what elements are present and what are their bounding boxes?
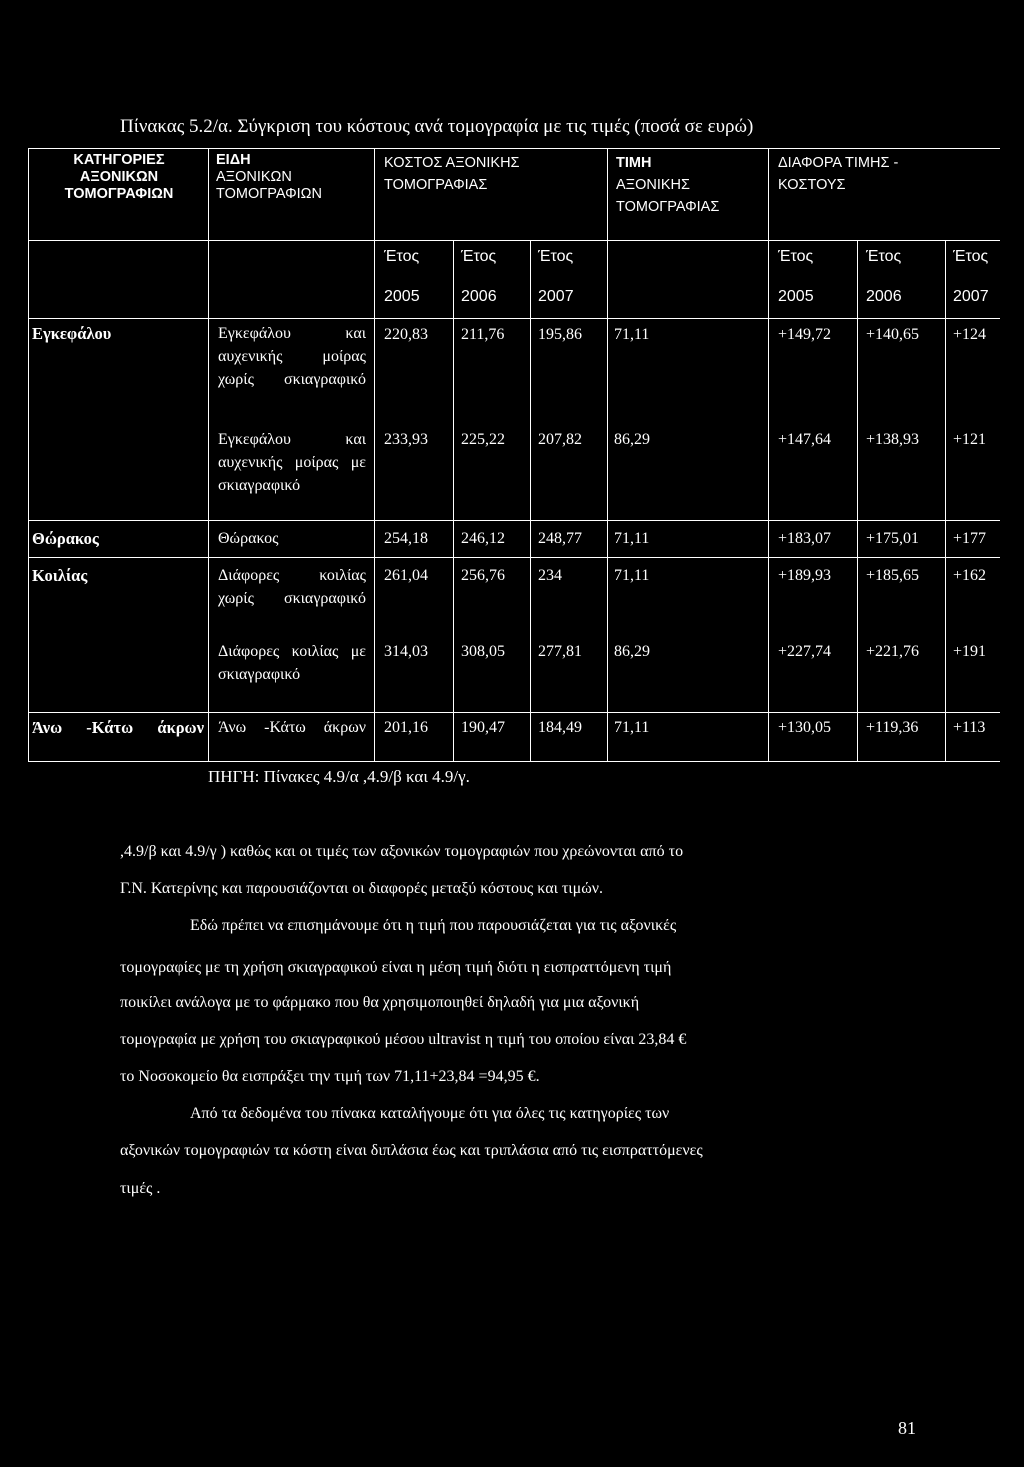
cost-cell: 225,22 [461, 431, 505, 448]
paragraph-line: Εδώ πρέπει να επισημάνουμε ότι η τιμή που παρουσιάζεται για τις αξονικές [190, 917, 677, 934]
diff-year-partial: 2007 [953, 288, 989, 305]
row-divider-abdomen [28, 712, 1000, 713]
paragraph-line: Γ.Ν. Κατερίνης και παρουσιάζονται οι διαφορές μεταξύ κόστους και τιμών. [120, 880, 603, 897]
type-cell: Διάφορες κοιλίας χωρίς σκιαγραφικό [218, 567, 366, 607]
row-divider-brain [28, 520, 1000, 521]
cost-cell: 277,81 [538, 643, 582, 660]
header-types-line: ΑΞΟΝΙΚΩΝ [216, 169, 292, 185]
type-cell: Εγκεφάλου και αυχενικής μοίρας με σκιαγραφικό [218, 431, 366, 494]
type-cell: Άνω -Κάτω άκρων [218, 719, 366, 736]
cost-cell: 254,18 [384, 530, 428, 547]
col-border-4 [768, 148, 769, 761]
price-cell: 86,29 [614, 431, 650, 448]
diff-cell: +130,05 [778, 719, 832, 736]
diff-cell-partial: +177 [953, 530, 987, 547]
cost-cell: 248,77 [538, 530, 582, 547]
paragraph-line: ,4.9/β και 4.9/γ ) καθώς και οι τιμές των αξονικών τομογραφιών που χρεώνονται από το [120, 843, 684, 860]
price-cell: 71,11 [614, 567, 650, 584]
table-source: ΠΗΓΗ: Πίνακες 4.9/α ,4.9/β και 4.9/γ. [208, 767, 470, 786]
cost-cell: 195,86 [538, 326, 582, 343]
diff-year-label: Έτος [778, 248, 814, 265]
header-price-line: ΤΟΜΟΓΡΑΦΙΑΣ [616, 199, 720, 215]
row-divider-chest [28, 557, 1000, 558]
cost-year: 2005 [384, 288, 420, 305]
diff-year: 2006 [866, 288, 902, 305]
header-price-line: ΤΙΜΗ [616, 155, 652, 171]
diff-cell-partial: +121 [953, 431, 987, 448]
col-border-1 [208, 148, 209, 761]
diff-year-label: Έτος [866, 248, 902, 265]
price-cell: 86,29 [614, 643, 650, 660]
paragraph-line: τομογραφία με χρήση του σκιαγραφικού μέσου ultravist η τιμή του οποίου είναι 23,84 € [120, 1031, 687, 1048]
type-cell: Θώρακος [218, 530, 279, 547]
diff-cell: +189,93 [778, 567, 832, 584]
header-diff-line: ΚΟΣΤΟΥΣ [778, 177, 846, 193]
paragraph-line: Από τα δεδομένα του πίνακα καταλήγουμε ότι για όλες τις κατηγορίες των [190, 1105, 670, 1122]
diff-cell: +138,93 [866, 431, 920, 448]
header-types-line: ΤΟΜΟΓΡΑΦΙΩΝ [216, 186, 322, 202]
type-cell: Διάφορες κοιλίας με σκιαγραφικό [218, 643, 366, 683]
type-cell: Εγκεφάλου και αυχενικής μοίρας χωρίς σκιαγραφικό [218, 325, 366, 388]
diff-cell: +221,76 [866, 643, 920, 660]
diff-cell: +185,65 [866, 567, 920, 584]
category-cell: Θώρακος [32, 529, 99, 548]
cost-cell: 233,93 [384, 431, 428, 448]
cost-cell: 308,05 [461, 643, 505, 660]
diff-cell: +119,36 [866, 719, 919, 736]
col-border-3 [607, 148, 608, 761]
header-price-line: ΑΞΟΝΙΚΗΣ [616, 177, 690, 193]
cost-cell: 211,76 [461, 326, 505, 343]
cost-cell: 256,76 [461, 567, 505, 584]
cost-cell: 184,49 [538, 719, 582, 736]
cost-cell: 201,16 [384, 719, 428, 736]
cost-year-label: Έτος [384, 248, 420, 265]
header-diff [778, 152, 998, 196]
paragraph-line: ποικίλει ανάλογα με το φάρμακο που θα χρησιμοποιηθεί δηλαδή για μια αξονική [120, 994, 640, 1011]
diff-cell: +227,74 [778, 643, 832, 660]
cost-year: 2006 [461, 288, 497, 305]
cost-cell: 190,47 [461, 719, 505, 736]
header-divider [28, 240, 1000, 241]
price-cell: 71,11 [614, 326, 650, 343]
category-cell: Άνω -Κάτω άκρων [32, 718, 204, 737]
diff-cell-partial: +162 [953, 567, 987, 584]
diff-cell: +147,64 [778, 431, 832, 448]
col-border-cost-2 [530, 240, 531, 761]
category-cell: Εγκεφάλου [32, 324, 112, 343]
header-diff-line: ΔΙΑΦΟΡΑ ΤΙΜΗΣ - [778, 155, 899, 171]
years-divider [28, 318, 1000, 319]
cost-year-label: Έτος [461, 248, 497, 265]
col-border-cost-1 [453, 240, 454, 761]
cost-cell: 234 [538, 567, 562, 584]
diff-cell-partial: +113 [953, 719, 986, 736]
page-number: 81 [898, 1418, 916, 1438]
header-cost [384, 152, 604, 196]
cost-cell: 261,04 [384, 567, 428, 584]
paragraph-line: τομογραφίες με τη χρήση σκιαγραφικού είναι η μέση τιμή διότι η εισπραττόμενη τιμή [120, 959, 672, 976]
table-caption: Πίνακας 5.2/α. Σύγκριση του κόστους ανά τομογραφία με τις τιμές (ποσά σε ευρώ) [120, 116, 754, 137]
col-border-2 [374, 148, 375, 761]
table-bottom-border [28, 761, 1000, 762]
diff-cell-partial: +191 [953, 643, 987, 660]
paragraph-line: το Νοσοκομείο θα εισπράξει την τιμή των 71,11+23,84 =94,95 €. [120, 1068, 540, 1085]
diff-cell: +140,65 [866, 326, 920, 343]
diff-cell-partial: +124 [953, 326, 987, 343]
cost-cell: 314,03 [384, 643, 428, 660]
cost-cell: 207,82 [538, 431, 582, 448]
col-border-left [28, 148, 29, 761]
header-cost-line: ΤΟΜΟΓΡΑΦΙΑΣ [384, 177, 488, 193]
table-top-border [28, 148, 1000, 149]
price-cell: 71,11 [614, 719, 650, 736]
diff-cell: +149,72 [778, 326, 832, 343]
header-categories [30, 152, 208, 203]
diff-cell: +175,01 [866, 530, 920, 547]
header-types-line: ΕΙΔΗ [216, 152, 251, 168]
header-categories-line: ΤΟΜΟΓΡΑΦΙΩΝ [64, 186, 174, 202]
header-types [216, 152, 374, 203]
header-categories-line: ΑΞΟΝΙΚΩΝ [79, 169, 159, 185]
col-border-diff-1 [857, 240, 858, 761]
diff-year-label-partial: Έτος [953, 248, 989, 265]
header-cost-line: ΚΟΣΤΟΣ ΑΞΟΝΙΚΗΣ [384, 155, 520, 171]
cost-cell: 220,83 [384, 326, 428, 343]
col-border-diff-2 [945, 240, 946, 761]
cost-cell: 246,12 [461, 530, 505, 547]
diff-cell: +183,07 [778, 530, 832, 547]
header-price [616, 152, 766, 218]
paragraph-line: τιμές . [120, 1180, 161, 1197]
category-cell: Κοιλίας [32, 566, 88, 585]
paragraph-line: αξονικών τομογραφιών τα κόστη είναι διπλάσια έως και τριπλάσια από τις εισπραττόμενες [120, 1142, 703, 1159]
header-categories-line: ΚΑΤΗΓΟΡΙΕΣ [73, 152, 165, 168]
diff-year: 2005 [778, 288, 814, 305]
price-cell: 71,11 [614, 530, 650, 547]
cost-year: 2007 [538, 288, 574, 305]
cost-year-label: Έτος [538, 248, 574, 265]
